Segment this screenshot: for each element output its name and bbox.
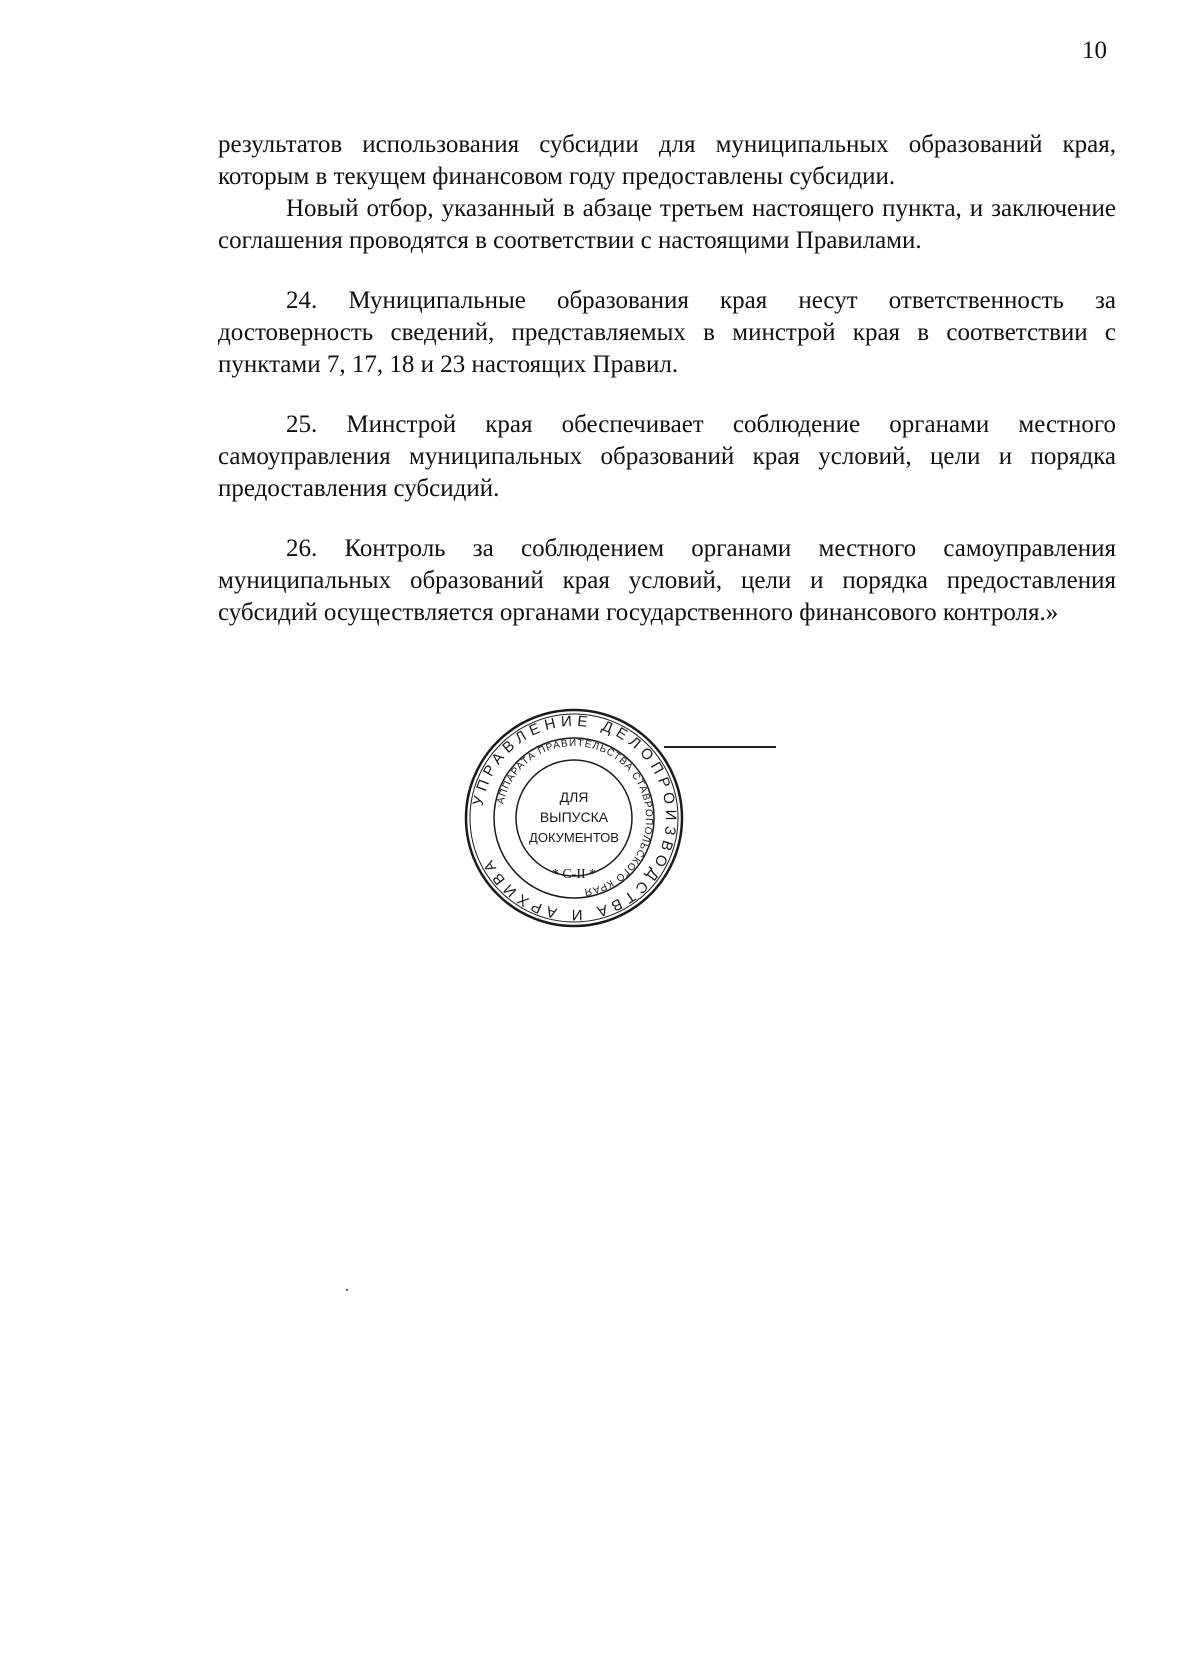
seal-inner-text: АППАРАТА ПРАВИТЕЛЬСТВА СТАВРОПОЛЬСКОГО КРАЯ [495, 737, 655, 898]
paragraph-item-25: 25. Минстрой края обеспечивает соблюдение органами местного самоуправления муниципальных образований края условий, цели и порядка предоставления субсидий. [218, 411, 1116, 502]
paragraph-item-26: 26. Контроль за соблюдением органами местного самоуправления муниципальных образований края условий, цели и порядка предоставления субсидий осуществляется органами государственного финансового контроля.» [218, 535, 1116, 626]
page-number: 10 [1082, 37, 1107, 64]
seal-code: * С-II * [551, 867, 597, 882]
seal-center-line-3: ДОКУМЕНТОВ [529, 830, 619, 845]
seal-outer-text: УПРАВЛЕНИЕ ДЕЛОПРОИЗВОДСТВА И АРХИВА [469, 712, 680, 924]
paragraph-continuation: результатов использования субсидии для муниципальных образований края, которым в текущем финансовом году предоставлены субсидии. [218, 131, 1116, 190]
seal-graphic [462, 706, 686, 930]
seal-center-line-1: ДЛЯ [559, 789, 589, 805]
document-body [218, 129, 1116, 629]
scan-speck [346, 1289, 348, 1291]
paragraph-item-24: 24. Муниципальные образования края несут ответственность за достоверность сведений, представляемых в минстрой края в соответствии с пунктами 7, 17, 18 и 23 настоящих Правил. [218, 287, 1116, 378]
seal-center-line-2: ВЫПУСКА [539, 809, 609, 825]
paragraph-new-selection: Новый отбор, указанный в абзаце третьем настоящего пункта, и заключение соглашения проводятся в соответствии с настоящими Правилами. [218, 195, 1116, 254]
official-seal-stamp [462, 706, 686, 930]
